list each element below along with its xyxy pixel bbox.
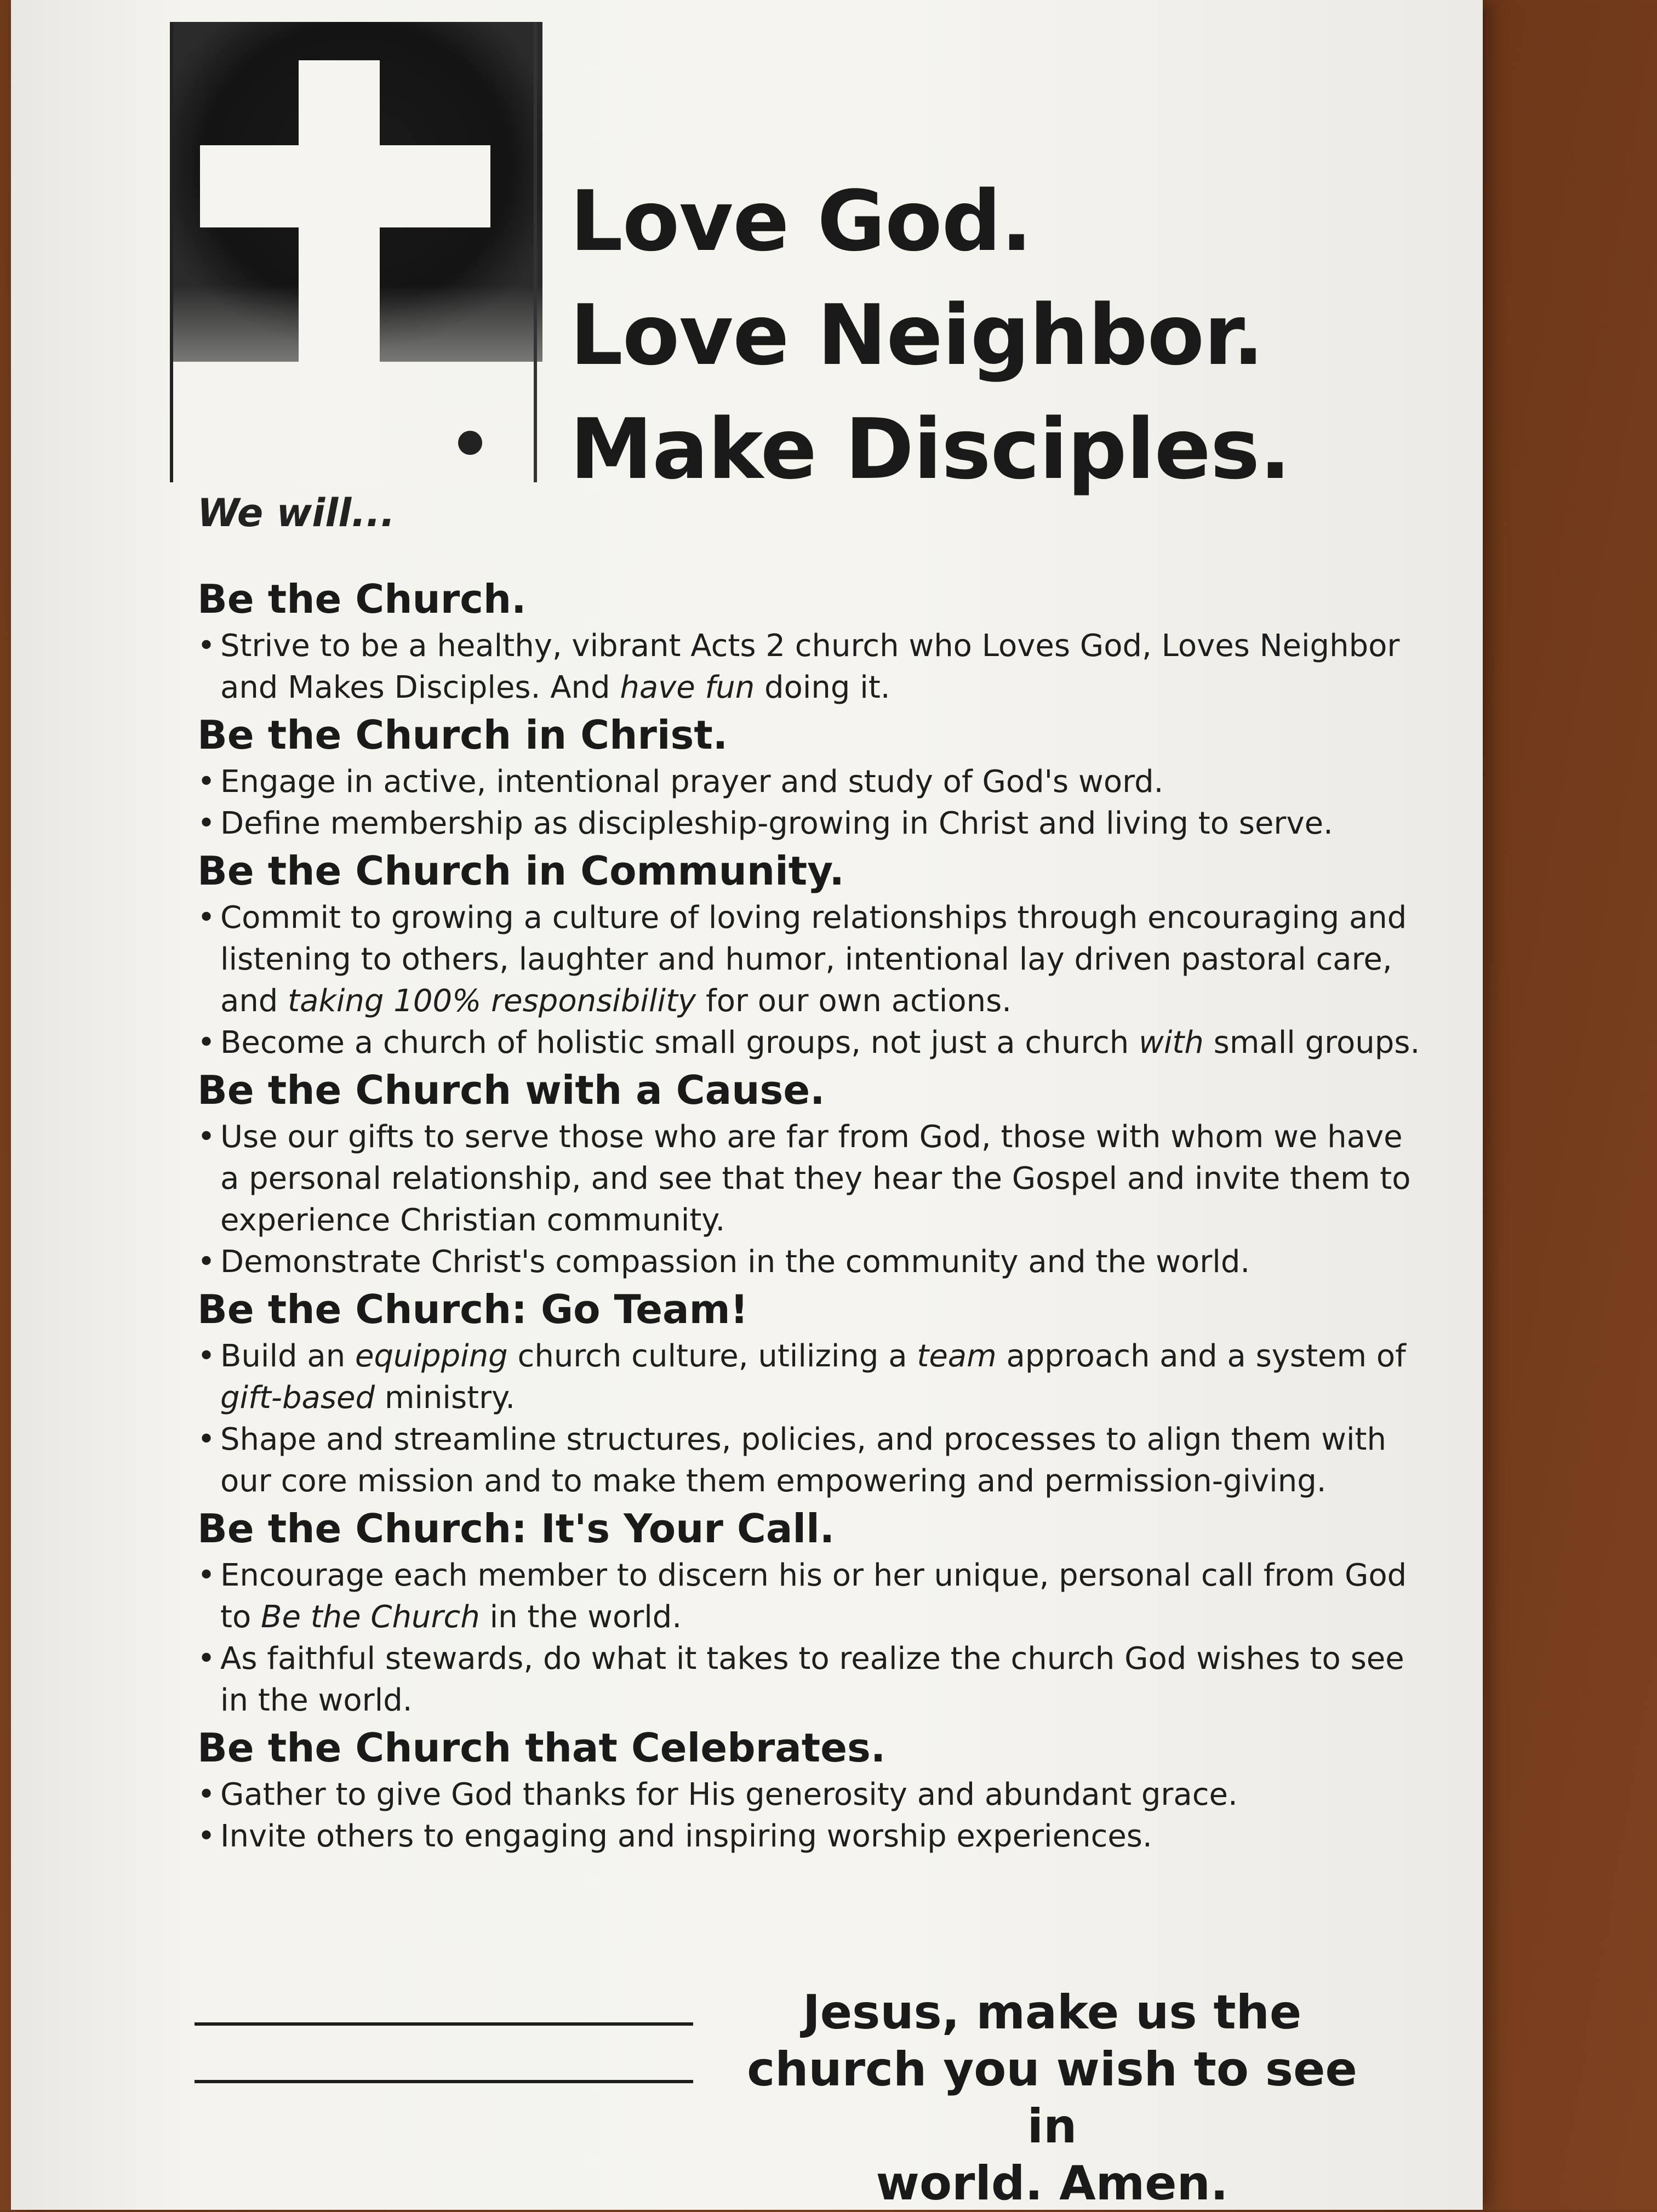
text-run: As faithful stewards, do what it takes to realize the church God wishes to see in the world.	[220, 1641, 1404, 1718]
emphasis-text: have fun	[620, 670, 755, 705]
bullet-item	[197, 1419, 1425, 1502]
bullet-item	[197, 1816, 1425, 1857]
emphasis-text: equipping	[355, 1338, 508, 1374]
text-run: small groups.	[1203, 1025, 1420, 1061]
text-run: in the world.	[479, 1599, 682, 1635]
bullet-text	[220, 761, 1425, 803]
bullet-text	[220, 1816, 1425, 1857]
text-run: for our own actions.	[696, 983, 1012, 1019]
bullet-text	[220, 1419, 1425, 1502]
bullet-icon: •	[197, 1641, 216, 1677]
bullet-item	[197, 1638, 1425, 1721]
section	[197, 1721, 1425, 1857]
bullet-text	[220, 1022, 1425, 1064]
bullet-item	[197, 625, 1425, 709]
bullet-text	[220, 803, 1425, 845]
mission-card	[11, 0, 1483, 2210]
motto	[570, 164, 1447, 506]
bullet-item	[197, 897, 1425, 1022]
bullet-icon: •	[197, 764, 216, 800]
signature-line-1	[195, 2022, 693, 2026]
bullet-icon: •	[197, 628, 216, 664]
motto-line-2: Love Neighbor.	[570, 287, 1264, 384]
bullet-text	[220, 1336, 1425, 1419]
bullet-item	[197, 1555, 1425, 1638]
bullet-icon: •	[197, 900, 216, 936]
bullet-icon: •	[197, 1818, 216, 1854]
text-run: Engage in active, intentional prayer and study of God's word.	[220, 764, 1164, 800]
text-run: Use our gifts to serve those who are far from God, those with whom we have a personal relationship, and see that they hear the Gospel and invite them to experience Christian community.	[220, 1119, 1411, 1238]
bullet-icon: •	[197, 806, 216, 841]
cross-icon	[170, 22, 542, 482]
text-run: Define membership as discipleship-growing in Christ and living to serve.	[220, 806, 1333, 841]
text-run: Invite others to engaging and inspiring worship experiences.	[220, 1818, 1152, 1854]
section-heading: Be the Church in Christ.	[197, 712, 728, 758]
bullet-item	[197, 1116, 1425, 1241]
bullet-item	[197, 761, 1425, 803]
bullet-item	[197, 803, 1425, 845]
section	[197, 1502, 1425, 1721]
prayer-line-3: world. Amen.	[876, 2156, 1229, 2211]
bullet-text	[220, 1241, 1425, 1283]
section	[197, 1283, 1425, 1502]
bullet-item	[197, 1774, 1425, 1816]
signature-line-2	[195, 2080, 693, 2083]
text-run: church culture, utilizing a	[507, 1338, 917, 1374]
section	[197, 1064, 1425, 1283]
text-run: Gather to give God thanks for His generosity and abundant grace.	[220, 1777, 1238, 1812]
text-run: Demonstrate Christ's compassion in the community and the world.	[220, 1244, 1250, 1280]
text-run: Build an	[220, 1338, 355, 1374]
prayer-line-2: church you wish to see in	[747, 2042, 1357, 2154]
section-heading: Be the Church.	[197, 576, 527, 622]
text-run: ministry.	[375, 1380, 516, 1416]
bullet-icon: •	[197, 1558, 216, 1593]
text-run: Become a church of holistic small groups, not just a church	[220, 1025, 1139, 1061]
bullet-item	[197, 1336, 1425, 1419]
text-run: doing it.	[755, 670, 890, 705]
bullet-text	[220, 1555, 1425, 1638]
emphasis-text: taking 100% responsibility	[288, 983, 696, 1019]
bullet-text	[220, 1638, 1425, 1721]
section	[197, 845, 1425, 1064]
motto-line-1: Love God.	[570, 173, 1032, 270]
motto-line-3: Make Disciples.	[570, 401, 1290, 498]
bullet-text	[220, 625, 1425, 709]
closing-prayer	[723, 1984, 1381, 2212]
text-run: Shape and streamline structures, policies, and processes to align them with our core mission and to make them empowering and permission-giving.	[220, 1422, 1386, 1499]
section	[197, 709, 1425, 845]
section	[197, 573, 1425, 709]
text-run: Commit to growing a culture of loving relationships through encouraging and listening to others, laughter and humor, intentional lay driven pastoral care, and	[220, 900, 1407, 1019]
bullet-icon: •	[197, 1244, 216, 1280]
bullet-icon: •	[197, 1119, 216, 1155]
text-run: Strive to be a healthy, vibrant Acts 2 church who Loves God, Loves Neighbor and Makes Disciples. And	[220, 628, 1400, 705]
section-heading: Be the Church: It's Your Call.	[197, 1506, 835, 1552]
bullet-icon: •	[197, 1338, 216, 1374]
logo	[170, 22, 542, 482]
bullet-icon: •	[197, 1025, 216, 1061]
text-run: Encourage each member to discern his or her unique, personal call from God to	[220, 1558, 1407, 1635]
prayer-line-1: Jesus, make us the	[802, 1985, 1302, 2040]
section-heading: Be the Church: Go Team!	[197, 1286, 748, 1332]
bullet-icon: •	[197, 1422, 216, 1457]
section-heading: Be the Church in Community.	[197, 848, 844, 894]
commitments-list	[197, 573, 1425, 1857]
bullet-icon: •	[197, 1777, 216, 1812]
bullet-text	[220, 1116, 1425, 1241]
bullet-text	[220, 897, 1425, 1022]
bullet-item	[197, 1241, 1425, 1283]
intro-text: We will...	[197, 491, 396, 535]
emphasis-text: team	[917, 1338, 997, 1374]
text-run: approach and a system of	[996, 1338, 1406, 1374]
emphasis-text: gift-based	[220, 1380, 375, 1416]
emphasis-text: with	[1139, 1025, 1204, 1061]
section-heading: Be the Church with a Cause.	[197, 1067, 825, 1113]
emphasis-text: Be the Church	[261, 1599, 480, 1635]
bullet-text	[220, 1774, 1425, 1816]
section-heading: Be the Church that Celebrates.	[197, 1725, 886, 1771]
bullet-item	[197, 1022, 1425, 1064]
